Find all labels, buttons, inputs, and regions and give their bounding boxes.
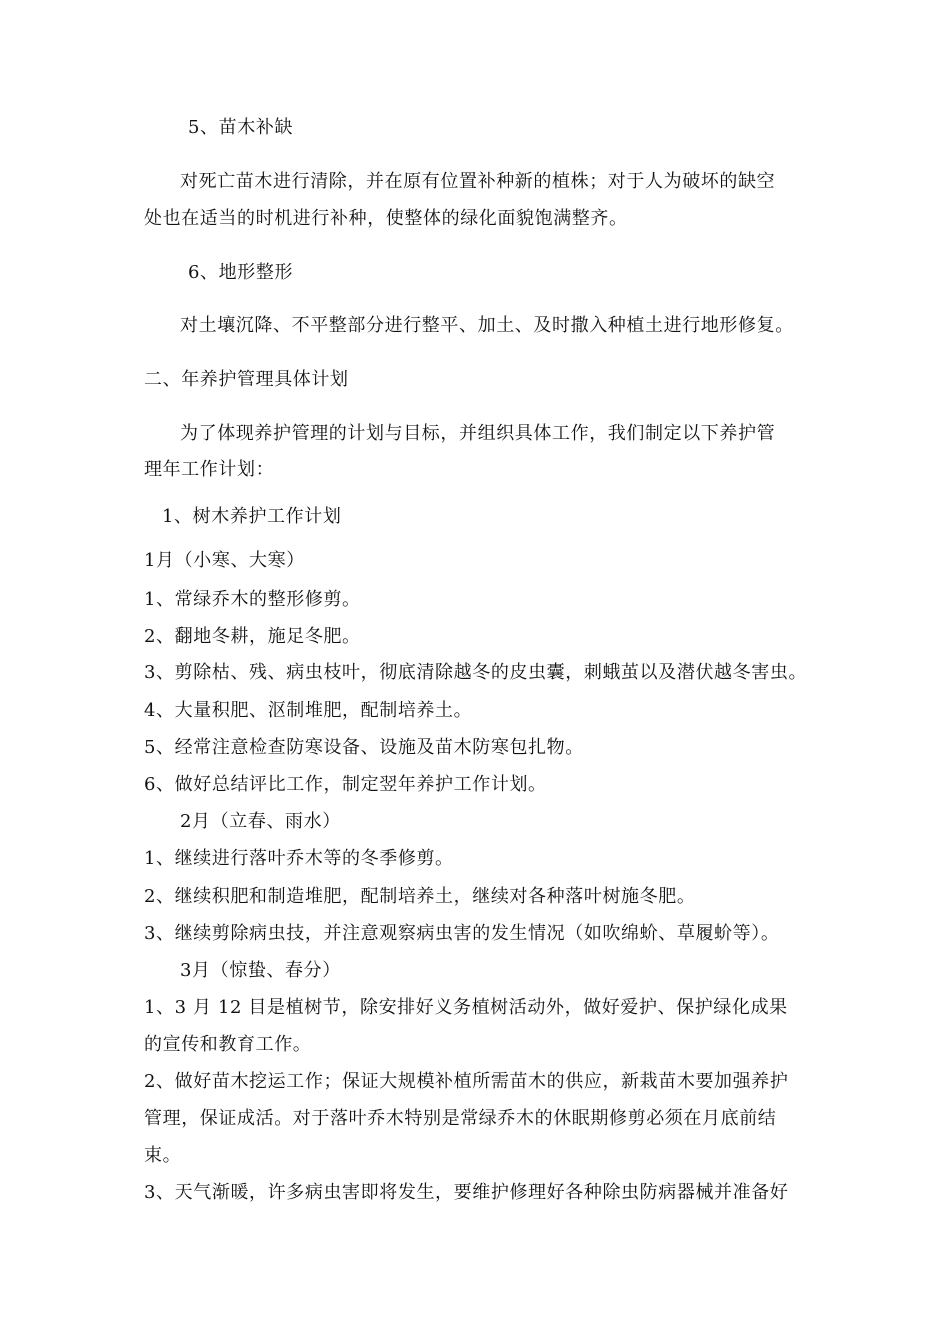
january-item: 1、常绿乔木的整形修剪。	[144, 589, 361, 610]
january-item: 4、大量积肥、沤制堆肥，配制培养土。	[144, 700, 473, 721]
part-2-intro-line-2: 理年工作计划：	[144, 459, 275, 480]
part-2-heading: 二、年养护管理具体计划	[144, 369, 349, 390]
march-item-3-line-1: 3、天气渐暖，许多病虫害即将发生，要维护修理好各种除虫防病器械并准备好	[144, 1182, 789, 1203]
section-5-heading: 5、苗木补缺	[188, 117, 294, 138]
section-5-body-line-2: 处也在适当的时机进行补种，使整体的绿化面貌饱满整齐。	[144, 208, 628, 229]
march-item-1-line-1: 1、3 月 12 目是植树节，除安排好义务植树活动外，做好爱护、保护绿化成果	[144, 997, 788, 1018]
january-item: 2、翻地冬耕，施足冬肥。	[144, 626, 361, 647]
tree-plan-heading: 1、树木养护工作计划	[162, 506, 342, 527]
january-title: 1月（小寒、大寒）	[144, 550, 305, 571]
january-item: 3、剪除枯、残、病虫枝叶，彻底清除越冬的皮虫囊，刺蛾茧以及潜伏越冬害虫。	[144, 662, 808, 683]
section-6-heading: 6、地形整形	[188, 262, 294, 283]
section-5-body-line-1: 对死亡苗木进行清除，并在原有位置补种新的植株；对于人为破坏的缺空	[180, 171, 776, 192]
february-title: 2月（立春、雨水）	[180, 811, 341, 832]
january-item: 5、经常注意检查防寒设备、设施及苗木防寒包扎物。	[144, 737, 584, 758]
january-item: 6、做好总结评比工作，制定翌年养护工作计划。	[144, 774, 547, 795]
section-6-body: 对土壤沉降、不平整部分进行整平、加土、及时撒入种植土进行地形修复。	[180, 315, 794, 336]
march-item-2-line-3: 束。	[144, 1145, 182, 1166]
march-title: 3月（惊蛰、春分）	[180, 960, 341, 981]
march-item-2-line-1: 2、做好苗木挖运工作；保证大规模补植所需苗木的供应，新栽苗木要加强养护	[144, 1071, 789, 1092]
march-item-1-line-2: 的宣传和教育工作。	[144, 1034, 312, 1055]
february-item: 3、继续剪除病虫技，并注意观察病虫害的发生情况（如吹绵蚧、草履蚧等）。	[144, 923, 780, 944]
february-item: 2、继续积肥和制造堆肥，配制培养土，继续对各种落叶树施冬肥。	[144, 886, 696, 907]
february-item: 1、继续进行落叶乔木等的冬季修剪。	[144, 848, 454, 869]
march-item-2-line-2: 管理，保证成活。对于落叶乔木特别是常绿乔木的休眠期修剪必须在月底前结	[144, 1108, 777, 1129]
part-2-intro-line-1: 为了体现养护管理的计划与目标，并组织具体工作，我们制定以下养护管	[180, 423, 776, 444]
